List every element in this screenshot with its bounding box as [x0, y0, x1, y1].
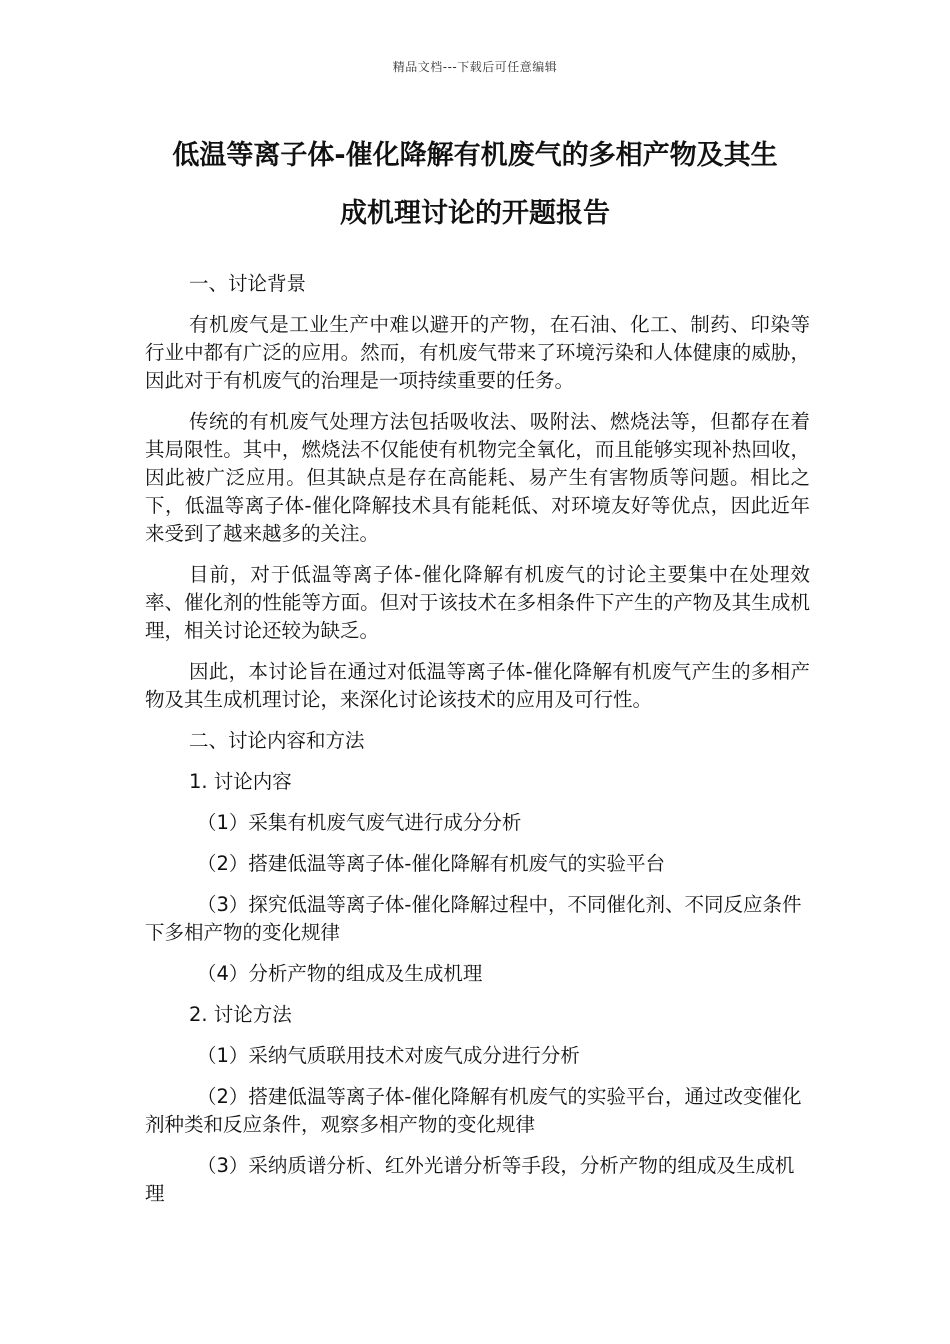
list-item: （3）采纳质谱分析、红外光谱分析等手段，分析产物的组成及生成机理	[145, 1154, 795, 1205]
paragraph: 目前，对于低温等离子体-催化降解有机废气的讨论主要集中在处理效率、催化剂的性能等方面。但对于该技术在多相条件下产生的产物及其生成机理，相关讨论还较为缺乏。	[145, 563, 810, 642]
list-item: （3）探究低温等离子体-催化降解过程中，不同催化剂、不同反应条件下多相产物的变化规律	[145, 893, 802, 944]
paragraph: 因此，本讨论旨在通过对低温等离子体-催化降解有机废气产生的多相产物及其生成机理讨论，来深化讨论该技术的应用及可行性。	[145, 660, 810, 711]
header-note: 精品文档---下载后可任意编辑	[392, 60, 558, 74]
document-title-line-2: 成机理讨论的开题报告	[340, 198, 610, 229]
paragraph: 有机废气是工业生产中难以避开的产物，在石油、化工、制药、印染等行业中都有广泛的应用。然而，有机废气带来了环境污染和人体健康的威胁，因此对于有机废气的治理是一项持续重要的任务。	[145, 313, 810, 392]
section-heading-background: 一、讨论背景	[189, 272, 307, 295]
paragraph: 传统的有机废气处理方法包括吸收法、吸附法、燃烧法等，但都存在着其局限性。其中，燃烧法不仅能使有机物完全氧化，而且能够实现补热回收，因此被广泛应用。但其缺点是存在高能耗、易产生有害物质等问题。相比之下，低温等离子体-催化降解技术具有能耗低、对环境友好等优点，因此近年来受到了越来越多的关注。	[145, 410, 810, 545]
list-item: （4）分析产物的组成及生成机理	[197, 962, 483, 985]
list-item: （2）搭建低温等离子体-催化降解有机废气的实验平台	[197, 852, 665, 875]
document-body	[145, 270, 810, 1221]
subsection-heading-method: 2. 讨论方法	[189, 1003, 292, 1026]
document-title-line-1: 低温等离子体-催化降解有机废气的多相产物及其生	[172, 140, 778, 171]
list-item: （1）采纳气质联用技术对废气成分进行分析	[197, 1044, 580, 1067]
subsection-heading-content: 1. 讨论内容	[189, 770, 292, 793]
list-item: （1）采集有机废气废气进行成分分析	[197, 811, 522, 834]
list-item: （2）搭建低温等离子体-催化降解有机废气的实验平台，通过改变催化剂种类和反应条件，观察多相产物的变化规律	[145, 1085, 802, 1136]
section-heading-content-method: 二、讨论内容和方法	[189, 729, 365, 752]
